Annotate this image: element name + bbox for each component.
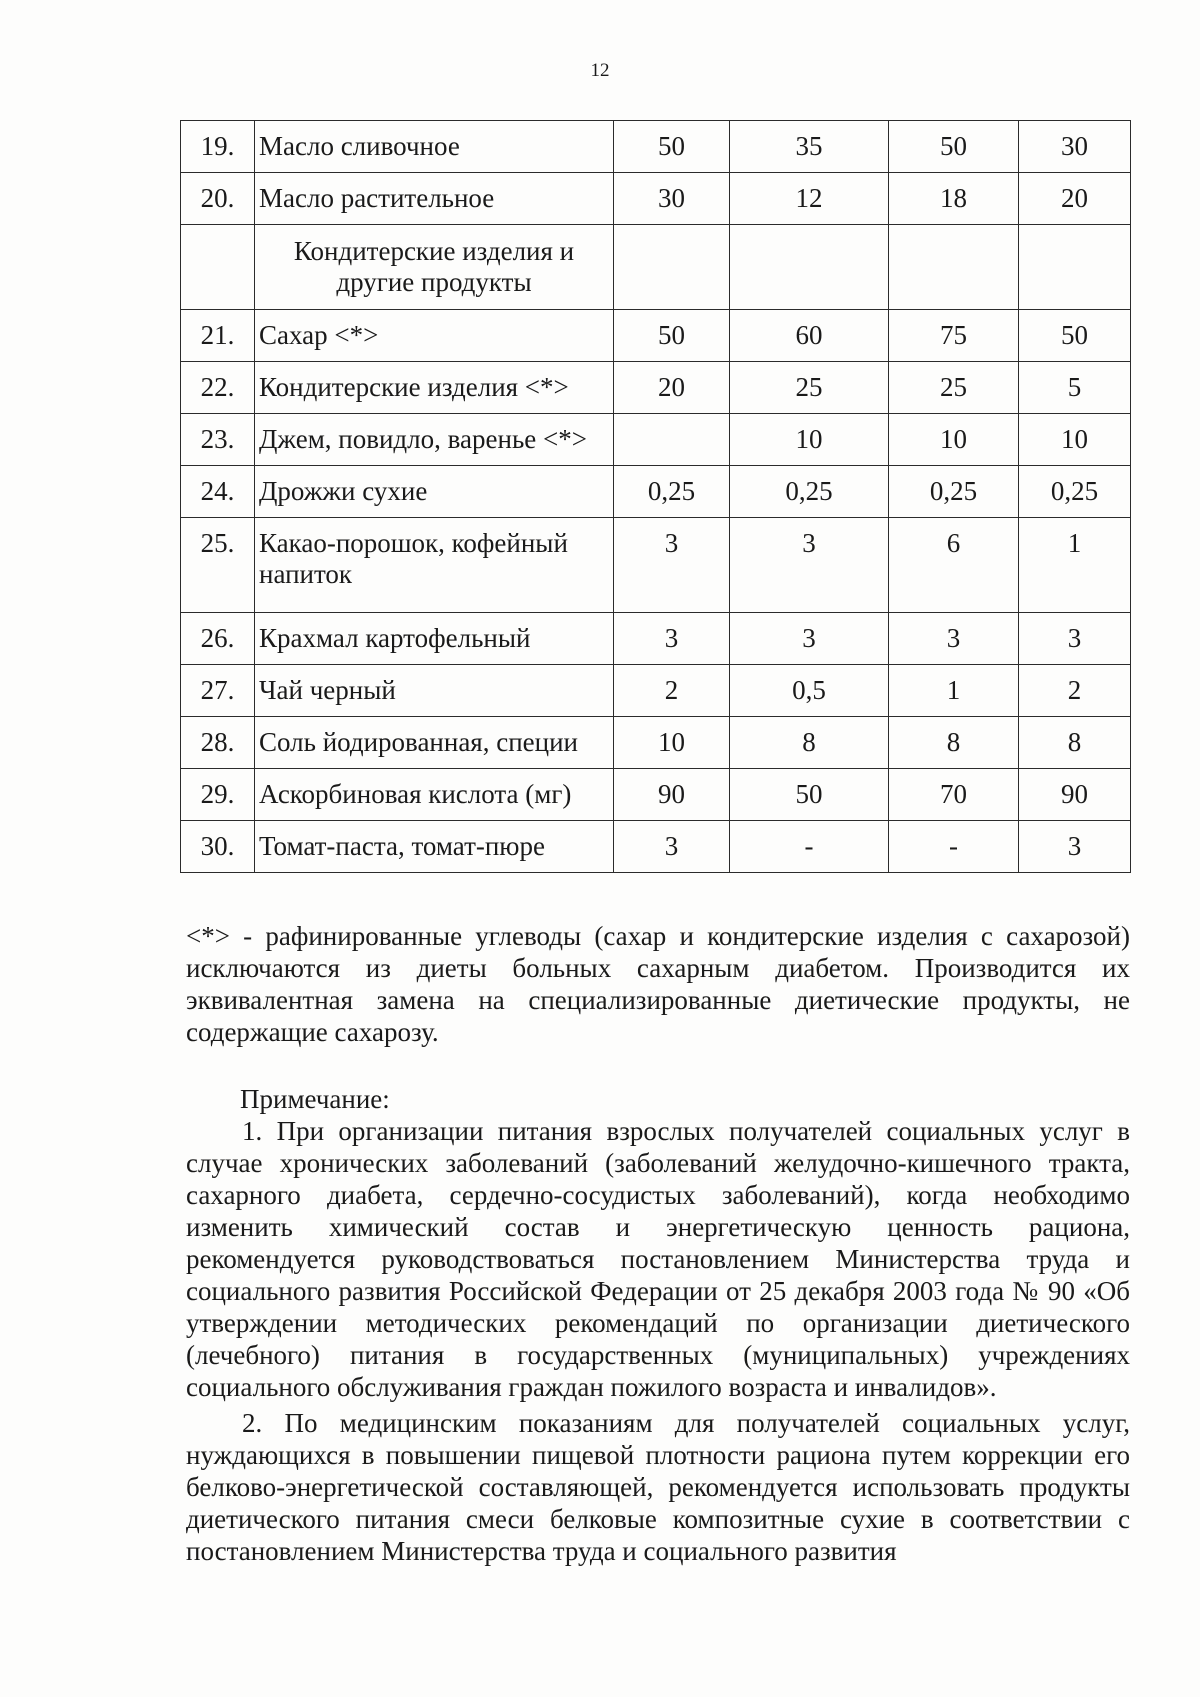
product-name: Томат-паста, томат-пюре xyxy=(255,821,614,873)
value-cell: 0,25 xyxy=(730,466,889,518)
value-cell: 50 xyxy=(889,121,1019,173)
value-cell: 10 xyxy=(889,414,1019,466)
value-cell: 50 xyxy=(614,121,730,173)
product-name: Сахар <*> xyxy=(255,310,614,362)
table-row xyxy=(181,821,1131,873)
row-number: 26. xyxy=(181,613,255,665)
table-row xyxy=(181,665,1131,717)
value-cell: 10 xyxy=(1019,414,1131,466)
value-cell: 35 xyxy=(730,121,889,173)
value-cell: 1 xyxy=(1019,518,1131,613)
product-name: Масло сливочное xyxy=(255,121,614,173)
empty-cell xyxy=(730,225,889,310)
footnote: <*> - рафинированные углеводы (сахар и кондитерские изделия с сахарозой) исключаются из диеты больных сахарным диабетом. Производится их эквивалентная замена на специализированные диетические продукты, не содержащие сахарозу. xyxy=(186,921,1130,1047)
table-row xyxy=(181,173,1131,225)
notes-section xyxy=(186,1083,1130,1567)
row-number: 23. xyxy=(181,414,255,466)
value-cell: 10 xyxy=(730,414,889,466)
value-cell: 6 xyxy=(889,518,1019,613)
row-number: 25. xyxy=(181,518,255,613)
value-cell: 50 xyxy=(614,310,730,362)
product-name: Чай черный xyxy=(255,665,614,717)
row-number: 21. xyxy=(181,310,255,362)
value-cell: 75 xyxy=(889,310,1019,362)
table-row xyxy=(181,414,1131,466)
value-cell: - xyxy=(889,821,1019,873)
value-cell: 3 xyxy=(1019,613,1131,665)
value-cell: 5 xyxy=(1019,362,1131,414)
value-cell: 1 xyxy=(889,665,1019,717)
value-cell: 25 xyxy=(730,362,889,414)
product-name: Аскорбиновая кислота (мг) xyxy=(255,769,614,821)
table-row xyxy=(181,466,1131,518)
value-cell: 50 xyxy=(1019,310,1131,362)
value-cell: 60 xyxy=(730,310,889,362)
value-cell: 50 xyxy=(730,769,889,821)
row-number: 19. xyxy=(181,121,255,173)
row-number: 22. xyxy=(181,362,255,414)
product-name: Какао-порошок, кофейный напиток xyxy=(255,518,614,613)
row-number: 29. xyxy=(181,769,255,821)
table-row xyxy=(181,121,1131,173)
product-name: Соль йодированная, специи xyxy=(255,717,614,769)
section-row xyxy=(181,225,1131,310)
row-number: 20. xyxy=(181,173,255,225)
value-cell: 3 xyxy=(614,821,730,873)
food-norms-table xyxy=(180,120,1131,873)
table-row xyxy=(181,769,1131,821)
value-cell: 20 xyxy=(614,362,730,414)
value-cell: 2 xyxy=(614,665,730,717)
table-row xyxy=(181,717,1131,769)
value-cell: 30 xyxy=(614,173,730,225)
product-name: Масло растительное xyxy=(255,173,614,225)
value-cell: 0,25 xyxy=(614,466,730,518)
value-cell: 3 xyxy=(614,518,730,613)
value-cell xyxy=(614,414,730,466)
product-name: Крахмал картофельный xyxy=(255,613,614,665)
value-cell: 0,25 xyxy=(889,466,1019,518)
value-cell: 18 xyxy=(889,173,1019,225)
row-number: 28. xyxy=(181,717,255,769)
value-cell: 3 xyxy=(889,613,1019,665)
note-paragraph: 1. При организации питания взрослых получателей социальных услуг в случае хронических заболеваний (заболеваний желудочно-кишечного тракта, сахарного диабета, сердечно-сосудистых заболеваний), когда необходимо изменить химический состав и энергетическую ценность рациона, рекомендуется руководствоваться постановлением Министерства труда и социального развития Российской Федерации от 25 декабря 2003 года № 90 «Об утверждении методических рекомендаций по организации диетического (лечебного) питания в государственных (муниципальных) учреждениях социального обслуживания граждан пожилого возраста и инвалидов». xyxy=(186,1116,1130,1402)
section-title: Кондитерские изделия и другие продукты xyxy=(255,225,614,310)
value-cell: 3 xyxy=(730,518,889,613)
value-cell: 25 xyxy=(889,362,1019,414)
value-cell: 90 xyxy=(614,769,730,821)
value-cell: 8 xyxy=(889,717,1019,769)
value-cell: 90 xyxy=(1019,769,1131,821)
value-cell: - xyxy=(730,821,889,873)
table-row xyxy=(181,613,1131,665)
empty-cell xyxy=(614,225,730,310)
value-cell: 8 xyxy=(1019,717,1131,769)
value-cell: 10 xyxy=(614,717,730,769)
value-cell: 3 xyxy=(1019,821,1131,873)
row-number: 24. xyxy=(181,466,255,518)
value-cell: 2 xyxy=(1019,665,1131,717)
row-number: 30. xyxy=(181,821,255,873)
value-cell: 3 xyxy=(614,613,730,665)
value-cell: 30 xyxy=(1019,121,1131,173)
empty-cell xyxy=(889,225,1019,310)
value-cell: 12 xyxy=(730,173,889,225)
value-cell: 0,25 xyxy=(1019,466,1131,518)
value-cell: 8 xyxy=(730,717,889,769)
notes-title: Примечание: xyxy=(240,1084,390,1114)
table-row xyxy=(181,362,1131,414)
value-cell: 3 xyxy=(730,613,889,665)
product-name: Джем, повидло, варенье <*> xyxy=(255,414,614,466)
value-cell: 0,5 xyxy=(730,665,889,717)
page-number: 12 xyxy=(590,60,610,81)
value-cell: 70 xyxy=(889,769,1019,821)
value-cell: 20 xyxy=(1019,173,1131,225)
table-row xyxy=(181,310,1131,362)
product-name: Дрожжи сухие xyxy=(255,466,614,518)
row-number: 27. xyxy=(181,665,255,717)
note-paragraph: 2. По медицинским показаниям для получателей социальных услуг, нуждающихся в повышении пищевой плотности рациона путем коррекции его белково-энергетической составляющей, рекомендуется использовать продукты диетического питания смеси белковые композитные сухие в соответствии с постановлением Министерства труда и социального развития xyxy=(186,1408,1130,1566)
empty-cell xyxy=(1019,225,1131,310)
product-name: Кондитерские изделия <*> xyxy=(255,362,614,414)
empty-cell xyxy=(181,225,255,310)
table-row xyxy=(181,518,1131,613)
